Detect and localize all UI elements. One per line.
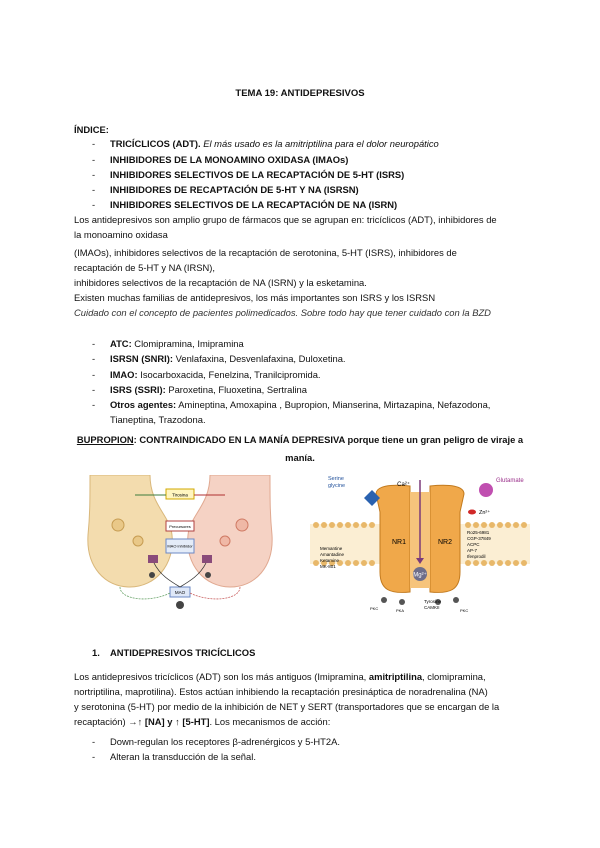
label-mk801: MK-801 xyxy=(320,564,336,569)
transporter xyxy=(148,555,158,563)
label-ifenprodil: Ifenprodil xyxy=(467,554,486,559)
section-paragraph: recaptación) →↑ [NA] y ↑ [5-HT]. Los mecanismos de acción: xyxy=(74,716,331,727)
section-number: 1. xyxy=(92,647,100,658)
label-ca: Ca²⁺ xyxy=(397,482,410,488)
warning-note: Cuidado con el concepto de pacientes polimedicados. Sobre todo hay que tener cuidado con la BZD xyxy=(74,307,491,318)
label-zn: Zn²⁺ xyxy=(479,510,491,516)
label-serine: Serine xyxy=(328,476,344,482)
node-dot xyxy=(149,572,155,578)
transporter xyxy=(202,555,212,563)
bupropion-warning: BUPROPION: CONTRAINDICADO EN LA MANÍA DEPRESIVA porque tiene un gran peligro de viraje a xyxy=(76,434,524,445)
label-nr2: NR2 xyxy=(438,539,453,546)
class-item-otros-cont: Tianeptina, Trazodona. xyxy=(110,414,206,425)
label-pkc: PKC xyxy=(370,606,379,611)
vesicle xyxy=(236,519,248,531)
label-precursores: Precursores xyxy=(169,524,191,529)
vesicle xyxy=(133,536,143,546)
index-label: ÍNDICE: xyxy=(74,124,109,135)
label-pka: PKA xyxy=(396,608,405,613)
mechanism-item: Down-regulan los receptores β-adrenérgicos y 5-HT2A. xyxy=(110,736,340,747)
label-glutamate: Glutamate xyxy=(496,478,524,484)
intro-line: la monoamino oxidasa xyxy=(74,229,168,240)
node-dot xyxy=(205,572,211,578)
intro-line: Los antidepresivos son amplio grupo de fármacos que se agrupan en: tricíclicos (ADT), inhibidores de xyxy=(74,214,497,225)
class-dash: - xyxy=(92,399,96,410)
index-dash: - xyxy=(92,138,96,149)
index-item-5: INHIBIDORES SELECTIVOS DE LA RECAPTACIÓN DE NA (ISRN) xyxy=(110,199,398,210)
label-cgp: CGP-37849 xyxy=(467,536,491,541)
class-item-isrsn: ISRSN (SNRI): Venlafaxina, Desvenlafaxina, Duloxetina. xyxy=(110,353,346,364)
p-site xyxy=(453,597,459,603)
intro-line: recaptación de 5-HT y NA (IRSN), xyxy=(74,262,216,273)
label-tyrosine: Tyrosine xyxy=(424,599,442,604)
label-pkc: PKC xyxy=(460,608,469,613)
class-dash: - xyxy=(92,384,96,395)
label-mao-inhibidor: MAO inhibidor xyxy=(167,543,193,549)
class-item-otros: Otros agentes: Amineptina, Amoxapina , Bupropion, Mianserina, Mirtazapina, Nefazodona, xyxy=(110,399,491,410)
label-ketamine: Ketamine xyxy=(320,558,340,563)
class-dash: - xyxy=(92,369,96,380)
index-item-2: INHIBIDORES DE LA MONOAMINO OXIDASA (IMAOs) xyxy=(110,154,349,165)
intro-line: Existen muchas familias de antidepresivos, los más importantes son ISRS y los ISRSN xyxy=(74,292,436,303)
label-tirosina: Tirosina xyxy=(172,492,188,498)
mechanism-dash: - xyxy=(92,751,96,762)
label-ro25: Ro25-6981 xyxy=(467,530,490,535)
index-dash: - xyxy=(92,199,96,210)
section-paragraph: Los antidepresivos tricíclicos (ADT) son los más antiguos (Imipramina, amitriptilina, clomipramina, xyxy=(74,671,486,682)
class-item-imao: IMAO: Isocarboxacida, Fenelzina, Tranilcipromida. xyxy=(110,369,321,380)
index-dash: - xyxy=(92,169,96,180)
label-ap7: AP-7 xyxy=(467,548,478,553)
vesicle xyxy=(220,536,230,546)
label-glycine: glycine xyxy=(328,483,346,489)
mechanism-item: Alteran la transducción de la señal. xyxy=(110,751,256,762)
class-dash: - xyxy=(92,353,96,364)
zn-icon xyxy=(468,510,476,515)
index-dash: - xyxy=(92,154,96,165)
bupropion-warning-cont: manía. xyxy=(285,452,315,463)
section-paragraph: y serotonina (5-HT) por medio de la inhibición de NET y SERT (transportadores que se encargan de la xyxy=(74,701,500,712)
vesicle xyxy=(112,519,124,531)
index-item-3: INHIBIDORES SELECTIVOS DE LA RECAPTACIÓN DE 5-HT (ISRS) xyxy=(110,169,405,180)
p-site xyxy=(399,599,405,605)
mechanism-dash: - xyxy=(92,736,96,747)
label-nr1: NR1 xyxy=(392,539,407,546)
section-heading: ANTIDEPRESIVOS TRICÍCLICOS xyxy=(110,647,256,658)
synapse-figure xyxy=(80,475,300,615)
p-site xyxy=(381,597,387,603)
class-dash: - xyxy=(92,338,96,349)
class-item-isrs: ISRS (SSRI): Paroxetina, Fluoxetina, Sertralina xyxy=(110,384,307,395)
node-dot xyxy=(176,601,184,609)
label-amantadine: Amantadine xyxy=(320,552,345,557)
section-paragraph: nortriptilina, maprotilina). Estos actúan inhibiendo la recaptación presináptica de noradrenalina (NA) xyxy=(74,686,488,697)
label-memantine: Memantine xyxy=(320,546,343,551)
intro-line: inhibidores selectivos de la recaptación de NA (ISRN) y la esketamina. xyxy=(74,277,367,288)
index-dash: - xyxy=(92,184,96,195)
intro-line: (IMAOs), inhibidores selectivos de la recaptación de serotonina, 5-HT (ISRS), inhibidores de xyxy=(74,247,457,258)
label-mg: Mg²⁺ xyxy=(413,572,427,579)
index-item-1: TRICÍCLICOS (ADT). El más usado es la amitriptilina para el dolor neuropático xyxy=(110,138,439,149)
index-item-4: INHIBIDORES DE RECAPTACIÓN DE 5-HT Y NA (ISRSN) xyxy=(110,184,359,195)
label-camkii: CAMKII xyxy=(424,605,440,610)
glutamate-icon xyxy=(479,483,493,497)
label-mao: MAO xyxy=(174,590,186,595)
page-title: TEMA 19: ANTIDEPRESIVOS xyxy=(235,88,365,99)
nmda-receptor-figure xyxy=(310,472,530,614)
class-item-atc: ATC: Clomipramina, Imipramina xyxy=(110,338,244,349)
label-acpc: ACPC xyxy=(467,542,480,547)
